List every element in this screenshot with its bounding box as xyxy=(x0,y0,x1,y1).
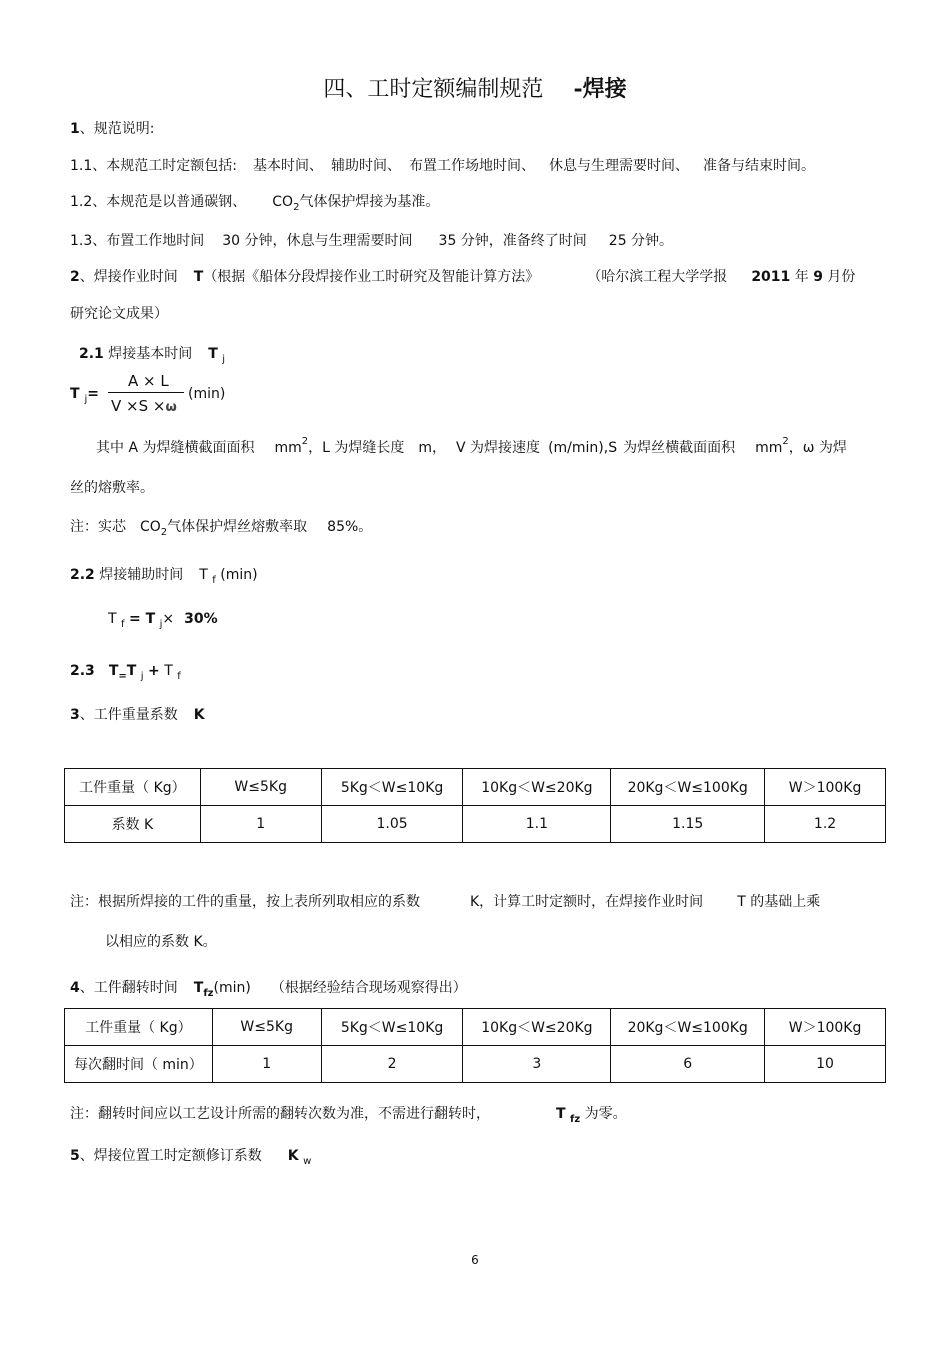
weight-coefficient-table xyxy=(64,768,886,843)
weight-note: 注：根据所焊接的工件的重量，按上表所列取相应的系数 K，计算工时定额时，在焊接作业时间 T 的基础上乘 xyxy=(70,894,821,910)
paragraph-1-3: 1.3、布置工作地时间 30 分钟，休息与生理需要时间 35 分钟，准备终了时间 25 分钟。 xyxy=(70,233,674,249)
table-cell: 20Kg＜W≤100Kg xyxy=(611,769,765,806)
table-cell: 3 xyxy=(463,1046,611,1083)
table-cell: 10Kg＜W≤20Kg xyxy=(463,1009,611,1046)
table-cell: W＞100Kg xyxy=(765,769,886,806)
table-header-row xyxy=(65,1009,886,1046)
section-5-heading: 5、焊接位置工时定额修订系数 K $_w$ xyxy=(70,1148,312,1167)
table-cell: W≤5Kg xyxy=(212,1009,321,1046)
section-3-heading: 3、工件重量系数 K xyxy=(70,707,205,723)
formula-unit: (min) xyxy=(188,386,226,402)
section-1-heading: 1、规范说明: xyxy=(70,121,155,137)
section-2-heading: 2、焊接作业时间 T（根据《船体分段焊接作业工时研究及智能计算方法》 （哈尔滨工程大学学报 2011 年 9 月份 xyxy=(70,269,856,285)
paragraph-1-1: 1.1、本规范工时定额包括: 基本时间、 辅助时间、 布置工作场地时间、 休息与生理需要时间、 准备与结束时间。 xyxy=(70,158,815,174)
formula-numerator: A × L xyxy=(128,372,169,390)
flip-time-table xyxy=(64,1008,886,1083)
section-4-heading: 4、工件翻转时间 $T_{fz}(\min)$ （根据经验结合现场观察得出） xyxy=(70,980,467,999)
subsection-2-2: 2.2 焊接辅助时间 T $_f$ (min) xyxy=(70,567,258,586)
formula-explanation: 其中 A 为焊缝横截面面积 $mm^2$，L 为焊缝长度 m， V 为焊接速度 (m/min),S 为焊丝横截面面积 $mm^2$，ω 为焊 xyxy=(96,436,847,456)
weight-note-cont: 以相应的系数 K。 xyxy=(105,934,217,950)
table-cell: 6 xyxy=(611,1046,765,1083)
formula-explanation-cont: 丝的熔敷率。 xyxy=(70,480,154,496)
table-cell: 每次翻时间（ min） xyxy=(65,1046,213,1083)
table-row xyxy=(65,806,886,843)
title-suffix: -焊接 xyxy=(573,76,627,102)
formula-lhs: T $_j$= xyxy=(70,386,99,405)
deposition-note: 注：实芯 $CO_2$气体保护焊丝熔敷率取 85%。 xyxy=(70,519,373,538)
table-cell: 5Kg＜W≤10Kg xyxy=(321,769,463,806)
table-cell: W＞100Kg xyxy=(765,1009,886,1046)
table-cell: 1.05 xyxy=(321,806,463,843)
table-cell: 1 xyxy=(212,1046,321,1083)
page-number: 6 xyxy=(471,1253,479,1267)
table-cell: 1 xyxy=(200,806,321,843)
table-header-row xyxy=(65,769,886,806)
formula-denominator: V ×S ×ω xyxy=(111,397,177,415)
formula-fraction-bar xyxy=(108,392,184,393)
table-cell: 2 xyxy=(321,1046,463,1083)
section-2-heading-cont: 研究论文成果） xyxy=(70,306,168,322)
table-cell: 20Kg＜W≤100Kg xyxy=(611,1009,765,1046)
table-cell: 10Kg＜W≤20Kg xyxy=(463,769,611,806)
document-title xyxy=(0,72,950,103)
table-cell: 工件重量（ Kg） xyxy=(65,769,201,806)
table-cell: 1.2 xyxy=(765,806,886,843)
flip-note: 注：翻转时间应以工艺设计所需的翻转次数为准，不需进行翻转时， T $_{fz}$ 为零。 xyxy=(70,1106,627,1125)
formula-tf: T $_f$ = T $_j$× 30% xyxy=(108,611,218,630)
table-cell: W≤5Kg xyxy=(200,769,321,806)
table-cell: 1.15 xyxy=(611,806,765,843)
paragraph-1-2: 1.2、本规范是以普通碳钢、 $CO_2$气体保护焊接为基准。 xyxy=(70,194,440,213)
table-cell: 1.1 xyxy=(463,806,611,843)
table-row xyxy=(65,1046,886,1083)
table-cell: 系数 K xyxy=(65,806,201,843)
table-cell: 10 xyxy=(765,1046,886,1083)
title-main: 四、工时定额编制规范 xyxy=(323,77,544,102)
table-cell: 5Kg＜W≤10Kg xyxy=(321,1009,463,1046)
subsection-2-1: 2.1 焊接基本时间 T $_j$ xyxy=(79,346,226,365)
table-cell: 工件重量（ Kg） xyxy=(65,1009,213,1046)
subsection-2-3: 2.3 $T_=T$ $_j$ + T $_f$ xyxy=(70,663,181,682)
